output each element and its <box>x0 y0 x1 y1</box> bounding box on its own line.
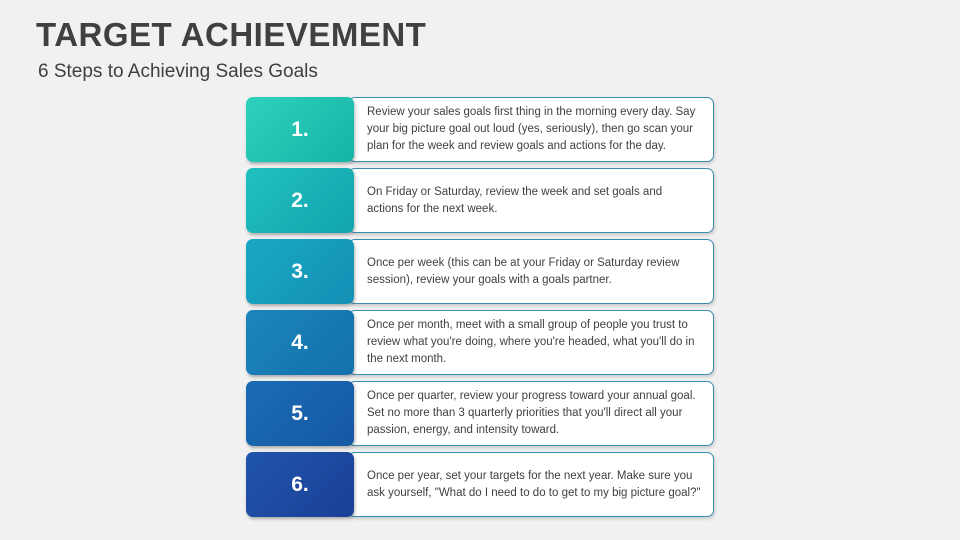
page-subtitle: 6 Steps to Achieving Sales Goals <box>38 61 318 82</box>
step-number-label: 5. <box>291 401 309 425</box>
step-number-badge-6[interactable] <box>246 452 354 517</box>
step-number-label: 6. <box>291 472 309 496</box>
step-number-label: 1. <box>291 117 309 141</box>
page-title: TARGET ACHIEVEMENT <box>36 16 427 53</box>
step-text-box-2 <box>348 168 714 233</box>
step-number-label: 2. <box>291 188 309 212</box>
step-number-label: 3. <box>291 259 309 283</box>
list-item[interactable] <box>246 97 714 162</box>
step-number-badge-5[interactable] <box>246 381 354 446</box>
list-item[interactable] <box>246 310 714 375</box>
steps-list <box>246 97 714 523</box>
list-item[interactable] <box>246 239 714 304</box>
step-text: Once per quarter, review your progress toward your annual goal. Set no more than 3 quarterly priorities that you'll direct all your passion, energy, and intensity toward. <box>367 390 696 436</box>
step-text-box-1 <box>348 97 714 162</box>
step-text-box-6 <box>348 452 714 517</box>
step-text-box-5 <box>348 381 714 446</box>
step-text-box-4 <box>348 310 714 375</box>
step-number-label: 4. <box>291 330 309 354</box>
step-text: Once per week (this can be at your Friday or Saturday review session), review your goals with a goals partner. <box>367 256 680 286</box>
list-item[interactable] <box>246 168 714 233</box>
step-text: On Friday or Saturday, review the week and set goals and actions for the next week. <box>367 185 663 215</box>
step-text-box-3 <box>348 239 714 304</box>
step-number-badge-2[interactable] <box>246 168 354 233</box>
step-text: Once per year, set your targets for the next year. Make sure you ask yourself, "What do I need to do to get to my big picture goal?" <box>367 469 701 499</box>
step-text: Review your sales goals first thing in the morning every day. Say your big picture goal out loud (yes, seriously), then go scan your plan for the week and review goals and actions for the day. <box>367 106 696 152</box>
step-number-badge-3[interactable] <box>246 239 354 304</box>
step-text: Once per month, meet with a small group of people you trust to review what you're doing, where you're headed, what you'll do in the next month. <box>367 319 695 365</box>
step-number-badge-1[interactable] <box>246 97 354 162</box>
list-item[interactable] <box>246 452 714 517</box>
list-item[interactable] <box>246 381 714 446</box>
step-number-badge-4[interactable] <box>246 310 354 375</box>
